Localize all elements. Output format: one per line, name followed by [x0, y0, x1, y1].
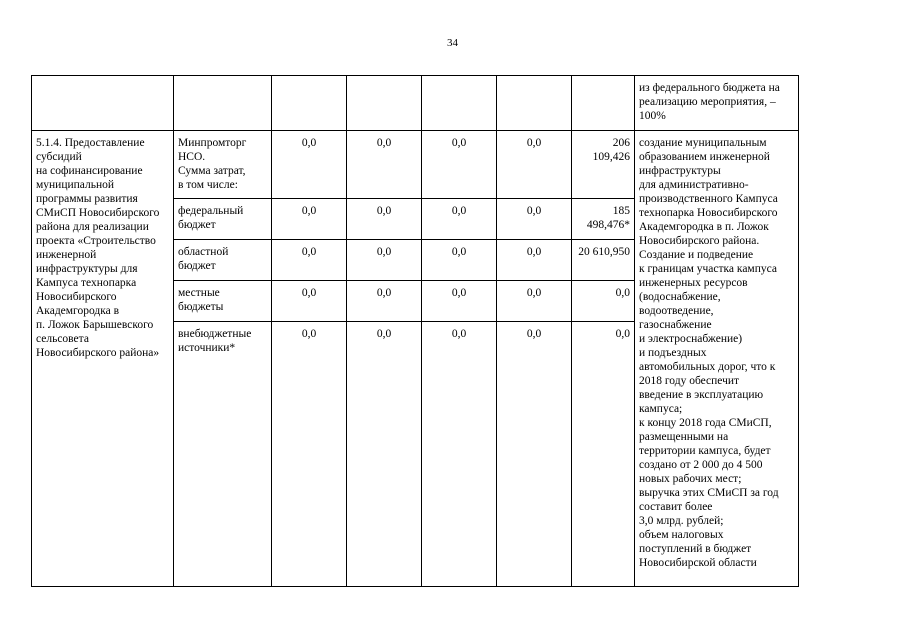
text-line: областной	[178, 246, 229, 258]
year-value-cell: 0,0	[347, 322, 422, 587]
empty-cell	[422, 76, 497, 131]
text-line: в том числе:	[178, 179, 238, 191]
text-line: субсидий	[36, 151, 82, 163]
text-line: Кампуса технопарка	[36, 277, 137, 289]
page-number: 34	[447, 37, 458, 49]
text-line: к концу 2018 года СМиСП,	[639, 417, 772, 429]
text-line: и подъездных	[639, 347, 707, 359]
empty-cell	[174, 76, 272, 131]
text-line: инженерной	[36, 249, 97, 261]
year-value-cell: 0,0	[272, 322, 347, 587]
text-line: из федерального бюджета на	[639, 82, 780, 94]
text-line: для административно-	[639, 179, 749, 191]
year-value-cell: 0,0	[422, 131, 497, 199]
text-line: Новосибирского района.	[639, 235, 760, 247]
total-value-cell: 185 498,476*	[572, 199, 635, 240]
text-line: 2018 году обеспечит	[639, 375, 740, 387]
text-line: объем налоговых	[639, 529, 724, 541]
year-value-cell: 0,0	[272, 240, 347, 281]
text-line: 5.1.4. Предоставление	[36, 137, 145, 149]
text-line: новых рабочих мест;	[639, 473, 742, 485]
text-line: 3,0 млрд. рублей;	[639, 515, 724, 527]
year-value-cell: 0,0	[422, 240, 497, 281]
text-line: и электроснабжение)	[639, 333, 743, 345]
text-line: (водоснабжение,	[639, 291, 721, 303]
text-line: введение в эксплуатацию	[639, 389, 764, 401]
funding-row	[32, 131, 799, 199]
text-line: бюджеты	[178, 301, 224, 313]
text-line: проекта «Строительство	[36, 235, 156, 247]
text-line: размещенными на	[639, 431, 729, 443]
text-line: образованием инженерной	[639, 151, 770, 163]
text-line: инфраструктуры	[639, 165, 721, 177]
total-value-cell: 20 610,950	[572, 240, 635, 281]
year-value-cell: 0,0	[272, 131, 347, 199]
year-value-cell: 0,0	[422, 322, 497, 587]
text-line: Академгородка в	[36, 305, 120, 317]
text-line: производственного Кампуса	[639, 193, 778, 205]
text-line: СМиСП Новосибирского	[36, 207, 160, 219]
measure-title-cell	[32, 131, 174, 587]
text-line: Новосибирской области	[639, 557, 757, 569]
empty-cell	[572, 76, 635, 131]
year-value-cell: 0,0	[422, 199, 497, 240]
expected-result-cell	[635, 76, 799, 131]
text-line: Сумма затрат,	[178, 165, 246, 177]
empty-cell	[497, 76, 572, 131]
text-line: выручка этих СМиСП за год	[639, 487, 779, 499]
year-value-cell: 0,0	[497, 322, 572, 587]
text-line: Академгородка в п. Ложок	[639, 221, 769, 233]
text-line: местные	[178, 287, 220, 299]
text-line: Создание и подведение	[639, 249, 754, 261]
text-line: инфраструктуры для	[36, 263, 138, 275]
text-line: п. Ложок Барышевского	[36, 319, 154, 331]
funding-source-cell	[174, 281, 272, 322]
text-line: программы развития	[36, 193, 138, 205]
funding-source-cell	[174, 131, 272, 199]
text-line: источники*	[178, 342, 236, 354]
year-value-cell: 0,0	[347, 199, 422, 240]
year-value-cell: 0,0	[497, 281, 572, 322]
text-line: водоотведение,	[639, 305, 714, 317]
text-line: инженерных ресурсов	[639, 277, 748, 289]
text-line: Минпромторг	[178, 137, 247, 149]
year-value-cell: 0,0	[497, 240, 572, 281]
empty-cell	[32, 76, 174, 131]
year-value-cell: 0,0	[422, 281, 497, 322]
total-value-cell: 0,0	[572, 322, 635, 587]
text-line: 100%	[639, 110, 666, 122]
year-value-cell: 0,0	[272, 199, 347, 240]
total-value-cell: 0,0	[572, 281, 635, 322]
total-value-cell: 206 109,426	[572, 131, 635, 199]
text-line: бюджет	[178, 219, 216, 231]
text-line: федеральный	[178, 205, 244, 217]
year-value-cell: 0,0	[347, 131, 422, 199]
expected-result-cell	[635, 131, 799, 587]
text-line: составит более	[639, 501, 713, 513]
funding-source-cell	[174, 199, 272, 240]
text-line: Новосибирского	[36, 291, 117, 303]
budget-table-body	[32, 76, 799, 587]
text-line: технопарка Новосибирского	[639, 207, 778, 219]
year-value-cell: 0,0	[347, 240, 422, 281]
text-line: НСО.	[178, 151, 206, 163]
budget-table	[31, 75, 799, 587]
funding-source-cell	[174, 240, 272, 281]
text-line: бюджет	[178, 260, 216, 272]
year-value-cell: 0,0	[497, 199, 572, 240]
text-line: территории кампуса, будет	[639, 445, 771, 457]
year-value-cell: 0,0	[497, 131, 572, 199]
funding-source-cell	[174, 322, 272, 587]
text-line: муниципальной	[36, 179, 115, 191]
text-line: внебюджетные	[178, 328, 252, 340]
text-line: создание муниципальным	[639, 137, 767, 149]
continuation-row	[32, 76, 799, 131]
text-line: района для реализации	[36, 221, 149, 233]
year-value-cell: 0,0	[347, 281, 422, 322]
text-line: кампуса;	[639, 403, 683, 415]
year-value-cell: 0,0	[272, 281, 347, 322]
text-line: на софинансирование	[36, 165, 143, 177]
text-line: автомобильных дорог, что к	[639, 361, 776, 373]
text-line: создано от 2 000 до 4 500	[639, 459, 763, 471]
text-line: к границам участка кампуса	[639, 263, 777, 275]
text-line: реализацию мероприятия, –	[639, 96, 776, 108]
text-line: поступлений в бюджет	[639, 543, 752, 555]
empty-cell	[272, 76, 347, 131]
text-line: Новосибирского района»	[36, 347, 160, 359]
empty-cell	[347, 76, 422, 131]
text-line: газоснабжение	[639, 319, 712, 331]
text-line: сельсовета	[36, 333, 89, 345]
